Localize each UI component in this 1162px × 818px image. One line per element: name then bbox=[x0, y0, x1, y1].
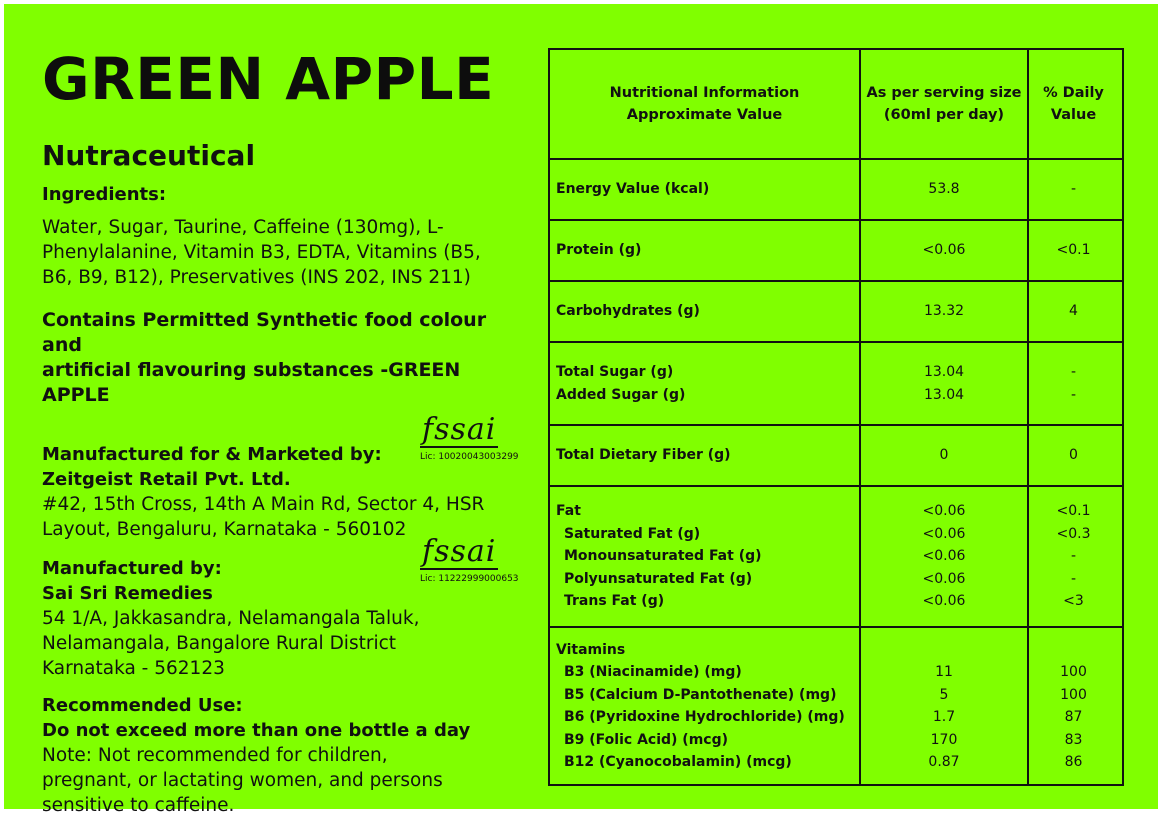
serving-value: 13.04 bbox=[923, 386, 965, 403]
address-line: Nelamangala, Bangalore Rural District bbox=[42, 633, 397, 654]
cell-nutrient-label bbox=[550, 343, 861, 424]
serving-value: 1.7 bbox=[932, 709, 956, 725]
serving-value: <0.06 bbox=[922, 242, 966, 259]
fssai-license: Lic: 11222999000653 bbox=[420, 574, 519, 584]
ingredients-line: Water, Sugar, Taurine, Caffeine (130mg), L- bbox=[42, 217, 444, 238]
table-row bbox=[550, 282, 1122, 343]
cell-nutrient-label bbox=[550, 628, 861, 784]
cell-daily-value bbox=[1029, 487, 1118, 626]
fssai-badge bbox=[420, 536, 519, 585]
nutrient-label: Saturated Fat (g) bbox=[564, 525, 701, 542]
serving-value: <0.06 bbox=[922, 503, 966, 520]
nutrient-label: Energy Value (kcal) bbox=[556, 181, 710, 198]
cell-daily-value bbox=[1029, 628, 1118, 784]
colour-note-line: artificial flavouring substances -GREEN APPLE bbox=[42, 359, 461, 406]
product-subtitle: Nutraceutical bbox=[42, 139, 256, 172]
table-row bbox=[550, 487, 1122, 628]
table-row bbox=[550, 628, 1122, 784]
ingredients-line: B6, B9, B12), Preservatives (INS 202, INS 211) bbox=[42, 267, 471, 288]
daily-value: 100 bbox=[1060, 664, 1087, 680]
address-line: #42, 15th Cross, 14th A Main Rd, Sector 4, HSR bbox=[42, 494, 485, 515]
nutrient-label: Carbohydrates (g) bbox=[556, 303, 700, 320]
cell-daily-value bbox=[1029, 160, 1118, 219]
cell-serving-value bbox=[861, 221, 1029, 280]
recommended-heading: Recommended Use: bbox=[42, 695, 243, 716]
cell-daily-value bbox=[1029, 426, 1118, 485]
recommended-instruction: Do not exceed more than one bottle a day bbox=[42, 720, 471, 741]
serving-value: <0.06 bbox=[922, 525, 966, 542]
nutrient-label: B12 (Cyanocobalamin) (mcg) bbox=[564, 754, 792, 770]
cell-serving-value bbox=[861, 487, 1029, 626]
daily-value: <0.1 bbox=[1056, 503, 1091, 520]
header-line: Nutritional Information bbox=[609, 84, 800, 101]
daily-value: 86 bbox=[1064, 754, 1083, 770]
serving-value: 11 bbox=[935, 664, 953, 680]
colour-note-line: Contains Permitted Synthetic food colour and bbox=[42, 309, 487, 356]
daily-value: - bbox=[1070, 181, 1077, 198]
ingredients-heading: Ingredients: bbox=[42, 184, 167, 205]
fssai-license: Lic: 10020043003299 bbox=[420, 452, 519, 462]
nutrient-label: Fat bbox=[556, 503, 581, 520]
manufacturer-heading: Manufactured by: bbox=[42, 558, 222, 579]
product-info bbox=[42, 42, 532, 818]
nutrient-label: B9 (Folic Acid) (mcg) bbox=[564, 731, 729, 748]
header-serving bbox=[861, 50, 1029, 158]
header-line: As per serving size bbox=[866, 84, 1022, 101]
table-row bbox=[550, 160, 1122, 221]
table-row bbox=[550, 343, 1122, 426]
header-line: Approximate Value bbox=[626, 107, 783, 123]
cell-serving-value bbox=[861, 343, 1029, 424]
cell-serving-value bbox=[861, 628, 1029, 784]
daily-value: 83 bbox=[1064, 731, 1083, 748]
marketer-block bbox=[42, 412, 532, 542]
cell-daily-value bbox=[1029, 343, 1118, 424]
recommended-block bbox=[42, 693, 532, 818]
address-line: Karnataka - 562123 bbox=[42, 658, 225, 679]
serving-value: <0.06 bbox=[922, 548, 966, 565]
daily-value: - bbox=[1070, 570, 1077, 587]
daily-value: 0 bbox=[1069, 447, 1078, 464]
nutrient-label: Total Dietary Fiber (g) bbox=[556, 447, 731, 464]
serving-value: <0.06 bbox=[922, 593, 966, 610]
address-line: Layout, Bengaluru, Karnataka - 560102 bbox=[42, 519, 407, 540]
ingredients-text bbox=[42, 215, 532, 290]
serving-value bbox=[942, 639, 946, 662]
table-body bbox=[550, 160, 1122, 784]
manufacturer-address bbox=[42, 606, 532, 681]
daily-value: 100 bbox=[1060, 686, 1087, 703]
nutrient-label: Vitamins bbox=[556, 641, 626, 658]
fssai-logo: fssai bbox=[422, 534, 497, 569]
marketer-name: Zeitgeist Retail Pvt. Ltd. bbox=[42, 469, 291, 490]
cell-nutrient-label bbox=[550, 426, 861, 485]
nutrient-label: B6 (Pyridoxine Hydrochloride) (mg) bbox=[564, 709, 845, 725]
header-line: Value bbox=[1050, 107, 1097, 123]
ingredients-line: Phenylalanine, Vitamin B3, EDTA, Vitamins (B5, bbox=[42, 242, 481, 263]
daily-value: - bbox=[1070, 548, 1077, 565]
cell-nutrient-label bbox=[550, 487, 861, 626]
cell-daily-value bbox=[1029, 282, 1118, 341]
table-row bbox=[550, 221, 1122, 282]
fssai-badge bbox=[420, 414, 519, 463]
header-daily bbox=[1029, 50, 1118, 158]
serving-value: 53.8 bbox=[928, 181, 960, 198]
nutrient-label: Added Sugar (g) bbox=[556, 386, 686, 403]
product-title: GREEN APPLE bbox=[42, 45, 495, 113]
serving-value: <0.06 bbox=[922, 570, 966, 587]
address-line: 54 1/A, Jakkasandra, Nelamangala Taluk, bbox=[42, 608, 420, 629]
table-row bbox=[550, 426, 1122, 487]
nutrient-label: Total Sugar (g) bbox=[556, 364, 674, 380]
serving-value: 13.04 bbox=[923, 364, 965, 380]
header-nutrient bbox=[550, 50, 861, 158]
serving-value: 13.32 bbox=[923, 303, 965, 320]
manufacturer-block bbox=[42, 534, 532, 681]
note-line: pregnant, or lactating women, and persons bbox=[42, 770, 443, 791]
nutrient-label: Trans Fat (g) bbox=[564, 593, 665, 610]
nutrient-label: Polyunsaturated Fat (g) bbox=[564, 570, 753, 587]
nutrient-label: Monounsaturated Fat (g) bbox=[564, 548, 762, 565]
cell-nutrient-label bbox=[550, 282, 861, 341]
daily-value: <0.1 bbox=[1056, 242, 1091, 259]
daily-value: 4 bbox=[1069, 303, 1078, 320]
nutrient-label: B5 (Calcium D-Pantothenate) (mg) bbox=[564, 686, 837, 703]
cell-serving-value bbox=[861, 282, 1029, 341]
nutrient-label: Protein (g) bbox=[556, 242, 642, 259]
label-panel bbox=[4, 4, 1158, 816]
recommended-note bbox=[42, 743, 532, 818]
nutrition-table bbox=[548, 48, 1124, 786]
serving-value: 170 bbox=[930, 731, 958, 748]
header-line: (60ml per day) bbox=[883, 107, 1005, 123]
note-line: sensitive to caffeine. bbox=[42, 795, 235, 816]
cell-serving-value bbox=[861, 426, 1029, 485]
header-line: % Daily bbox=[1043, 84, 1104, 101]
daily-value: <3 bbox=[1063, 593, 1084, 610]
marketer-heading: Manufactured for & Marketed by: bbox=[42, 444, 382, 465]
nutrient-label: B3 (Niacinamide) (mg) bbox=[564, 664, 742, 680]
serving-value: 0.87 bbox=[928, 754, 960, 770]
daily-value: <0.3 bbox=[1056, 525, 1091, 542]
colour-note bbox=[42, 308, 532, 408]
serving-value: 0 bbox=[939, 447, 949, 464]
cell-nutrient-label bbox=[550, 221, 861, 280]
table-header bbox=[550, 50, 1122, 160]
cell-serving-value bbox=[861, 160, 1029, 219]
manufacturer-name: Sai Sri Remedies bbox=[42, 583, 213, 604]
serving-value: 5 bbox=[939, 686, 949, 703]
cell-daily-value bbox=[1029, 221, 1118, 280]
cell-nutrient-label bbox=[550, 160, 861, 219]
note-line: Note: Not recommended for children, bbox=[42, 745, 388, 766]
daily-value: - bbox=[1070, 364, 1077, 380]
fssai-logo: fssai bbox=[422, 412, 497, 447]
daily-value: 87 bbox=[1064, 709, 1083, 725]
daily-value: - bbox=[1070, 386, 1077, 403]
daily-value bbox=[1071, 639, 1075, 662]
